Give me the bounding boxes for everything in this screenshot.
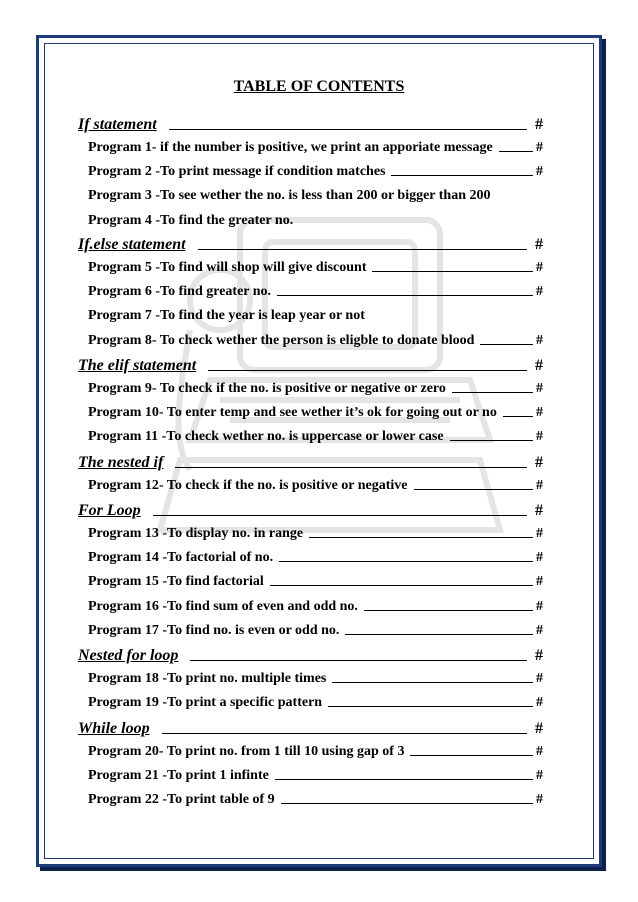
toc-page-number: # (536, 671, 543, 686)
toc-leader-line (281, 803, 533, 804)
toc-item-label: Program 7 -To find the year is leap year or not (88, 308, 365, 324)
toc-section-heading[interactable] (78, 353, 543, 375)
toc-page-number: # (535, 720, 543, 737)
toc-item[interactable] (88, 184, 543, 204)
toc-item[interactable] (88, 401, 543, 421)
toc-item[interactable] (88, 425, 543, 445)
toc-page-number: # (536, 381, 543, 396)
toc-item[interactable] (88, 667, 543, 687)
toc-item[interactable] (88, 546, 543, 566)
toc-page-number: # (536, 574, 543, 590)
toc-item-label: Program 17 -To find no. is even or odd no. (88, 622, 340, 638)
toc-item-label: Program 19 -To print a specific pattern (88, 695, 323, 711)
toc-leader-line (328, 706, 533, 707)
toc-item[interactable] (88, 595, 543, 615)
toc-item[interactable] (88, 160, 543, 180)
toc-section-label: While loop (78, 720, 150, 737)
toc-item-label: Program 8- To check wether the person is eligble to donate blood (88, 332, 475, 348)
toc-item[interactable] (88, 619, 543, 639)
toc-section-label: The nested if (78, 454, 164, 471)
toc-section-label: For Loop (78, 502, 141, 519)
toc-leader-line (309, 537, 533, 538)
toc-leader-line (410, 755, 533, 756)
toc-page-number: # (536, 550, 543, 566)
toc-item-label: Program 6 -To find greater no. (88, 284, 272, 300)
toc-section-heading[interactable] (78, 232, 543, 254)
toc-leader-line (452, 392, 533, 393)
toc-leader-line (208, 370, 527, 371)
toc-page-number: # (536, 260, 543, 275)
toc-item-label: Program 18 -To print no. multiple times (88, 671, 327, 686)
toc-item-label: Program 10- To enter temp and see wether it’s ok for going out or no (88, 405, 497, 421)
toc-page-number: # (536, 598, 543, 614)
toc-page-number: # (535, 236, 543, 253)
toc-section-heading[interactable] (78, 716, 543, 738)
toc-page-number: # (535, 357, 543, 374)
toc-item[interactable] (88, 377, 543, 397)
toc-item[interactable] (88, 136, 543, 156)
toc-page-number: # (536, 744, 543, 759)
toc-item[interactable] (88, 570, 543, 590)
toc-leader-line (279, 561, 533, 562)
toc-section-label: The elif statement (78, 357, 197, 374)
toc-page-number: # (535, 647, 543, 664)
toc-item[interactable] (88, 691, 543, 711)
toc-item[interactable] (88, 209, 543, 229)
toc-section-heading[interactable] (78, 112, 543, 134)
toc-item[interactable] (88, 329, 543, 349)
toc-item[interactable] (88, 474, 543, 494)
toc-leader-line (391, 175, 533, 176)
toc-leader-line (499, 151, 533, 152)
toc-page-number: # (536, 526, 543, 541)
toc-item-label: Program 4 -To find the greater no. (88, 212, 294, 228)
toc-item-label: Program 2 -To print message if condition matches (88, 164, 386, 180)
toc-item[interactable] (88, 280, 543, 300)
toc-page-number: # (536, 622, 543, 638)
toc-page-number: # (536, 405, 543, 421)
toc-leader-line (275, 779, 533, 780)
toc-item[interactable] (88, 764, 543, 784)
toc-leader-line (162, 733, 527, 734)
toc-section-label: If.else statement (78, 236, 186, 253)
toc-page-number: # (536, 768, 543, 784)
toc-section-heading[interactable] (78, 498, 543, 520)
toc-item-label: Program 5 -To find will shop will give discount (88, 260, 367, 275)
toc-page-number: # (536, 164, 543, 180)
toc-item[interactable] (88, 740, 543, 760)
toc-page-number: # (535, 454, 543, 471)
toc-item-label: Program 3 -To see wether the no. is less than 200 or bigger than 200 (88, 188, 491, 204)
toc-page-number: # (535, 116, 543, 133)
toc-item-label: Program 22 -To print table of 9 (88, 792, 275, 808)
toc-leader-line (190, 660, 527, 661)
toc-item[interactable] (88, 788, 543, 808)
toc-leader-line (270, 585, 533, 586)
toc-item-label: Program 20- To print no. from 1 till 10 using gap of 3 (88, 744, 405, 759)
toc-item-label: Program 13 -To display no. in range (88, 526, 304, 541)
toc-section-label: Nested for loop (78, 647, 179, 664)
toc-leader-line (503, 416, 533, 417)
toc-item[interactable] (88, 256, 543, 276)
toc-leader-line (372, 271, 533, 272)
toc-item-label: Program 14 -To factorial of no. (88, 550, 274, 566)
toc-section-heading[interactable] (78, 450, 543, 472)
toc-leader-line (198, 249, 527, 250)
toc-item-label: Program 9- To check if the no. is positive or negative or zero (88, 381, 446, 396)
toc-section-heading[interactable] (78, 643, 543, 665)
toc-page-number: # (536, 792, 543, 808)
toc-leader-line (332, 682, 533, 683)
toc-item[interactable] (88, 522, 543, 542)
toc-item[interactable] (88, 304, 543, 324)
toc-leader-line (153, 515, 527, 516)
toc-leader-line (414, 489, 533, 490)
toc-leader-line (480, 344, 533, 345)
toc-page-number: # (536, 695, 543, 711)
toc-page-number: # (536, 284, 543, 300)
toc-item-label: Program 16 -To find sum of even and odd no. (88, 598, 358, 614)
toc-leader-line (277, 295, 533, 296)
toc-leader-line (450, 440, 533, 441)
toc-page-number: # (535, 502, 543, 519)
toc-item-label: Program 1- if the number is positive, we print an apporiate message (88, 140, 493, 155)
toc-page-number: # (536, 429, 543, 445)
toc-leader-line (175, 467, 527, 468)
toc-page-number: # (536, 332, 543, 348)
toc-item-label: Program 12- To check if the no. is positive or negative (88, 478, 408, 493)
toc-item-label: Program 21 -To print 1 infinte (88, 768, 269, 784)
toc-section-label: If statement (78, 116, 157, 133)
page-title: TABLE OF CONTENTS (233, 78, 405, 95)
toc-leader-line (364, 610, 533, 611)
toc-leader-line (169, 129, 527, 130)
toc-leader-line (345, 634, 533, 635)
toc-item-label: Program 11 -To check wether no. is uppercase or lower case (88, 429, 444, 445)
toc-item-label: Program 15 -To find factorial (88, 574, 264, 590)
toc-page-number: # (536, 478, 543, 493)
toc-page-number: # (536, 140, 543, 155)
